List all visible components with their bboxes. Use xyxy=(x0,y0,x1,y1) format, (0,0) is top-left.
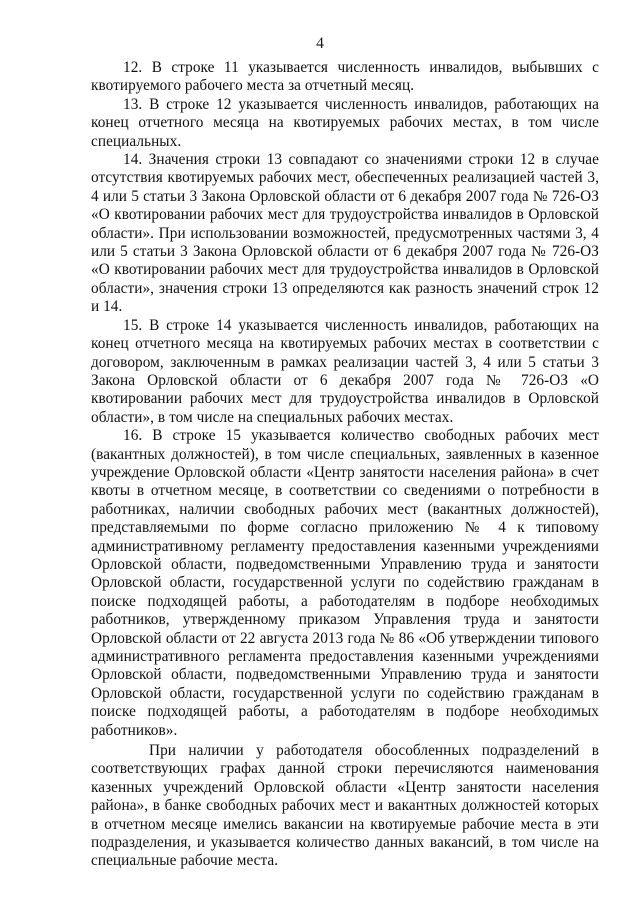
page-number: 4 xyxy=(316,35,324,52)
paragraph-14: 14. Значения строки 13 совпадают со значениями строки 12 в случае отсутствия квотируемых рабочих мест, обеспеченных реализацией частей 3, 4 или 5 статьи 3 Закона Орловской области от 6 декабря 2007 года № 726-ОЗ «О квотировании рабочих мест для трудоустройства инвалидов в Орловской области». При использовании возможностей, предусмотренных частями 3, 4 или 5 статьи 3 Закона Орловской области от 6 декабря 2007 года № 726-ОЗ «О квотировании рабочих мест для трудоустройства инвалидов в Орловской области», значения строки 13 определяются как разность значений строк 12 и 14. xyxy=(91,151,599,316)
document-body xyxy=(91,59,599,871)
paragraph-15: 15. В строке 14 указывается численность инвалидов, работающих на конец отчетного месяца на квотируемых рабочих местах в соответствии с договором, заключенным в рамках реализации частей 3, 4 или 5 статьи 3 Закона Орловской области от 6 декабря 2007 года № 726-ОЗ «О квотировании рабочих мест для трудоустройства инвалидов в Орловской области», в том числе на специальных рабочих местах. xyxy=(91,316,599,426)
paragraph-16-continuation: При наличии у работодателя обособленных подразделений в соответствующих графах данной строки перечисляются наименования казенных учреждений Орловской области «Центр занятости населения района», в банке свободных рабочих мест и вакантных должностей которых в отчетном месяце имелись вакансии на квотируемые рабочие места в эти подразделения, и указывается количество данных вакансий, в том числе на специальные рабочие места. xyxy=(91,742,599,870)
paragraph-13: 13. В строке 12 указывается численность инвалидов, работающих на конец отчетного месяца на квотируемых рабочих местах, в том числе специальных. xyxy=(91,95,599,150)
paragraph-16: 16. В строке 15 указывается количество свободных рабочих мест (вакантных должностей), в том числе специальных, заявленных в казенное учреждение Орловской области «Центр занятости населения района» в счет квоты в отчетном месяце, в соответствии со сведениями о потребности в работниках, наличии свободных рабочих мест (вакантных должностей), представляемыми по форме согласно приложению № 4 к типовому административному регламенту предоставления казенными учреждениями Орловской области, подведомственными Управлению труда и занятости Орловской области, государственной услуги по содействию гражданам в поиске подходящей работы, а работодателям в подборе необходимых работников, утвержденному приказом Управления труда и занятости Орловской области от 22 августа 2013 года № 86 «Об утверждении типового административного регламента предоставления казенными учреждениями Орловской области, подведомственными Управлению труда и занятости Орловской области, государственной услуги по содействию гражданам в поиске подходящей работы, а работодателям в подборе необходимых работников». xyxy=(91,427,599,739)
paragraph-12: 12. В строке 11 указывается численность инвалидов, выбывших с квотируемого рабочего места за отчетный месяц. xyxy=(91,59,599,95)
